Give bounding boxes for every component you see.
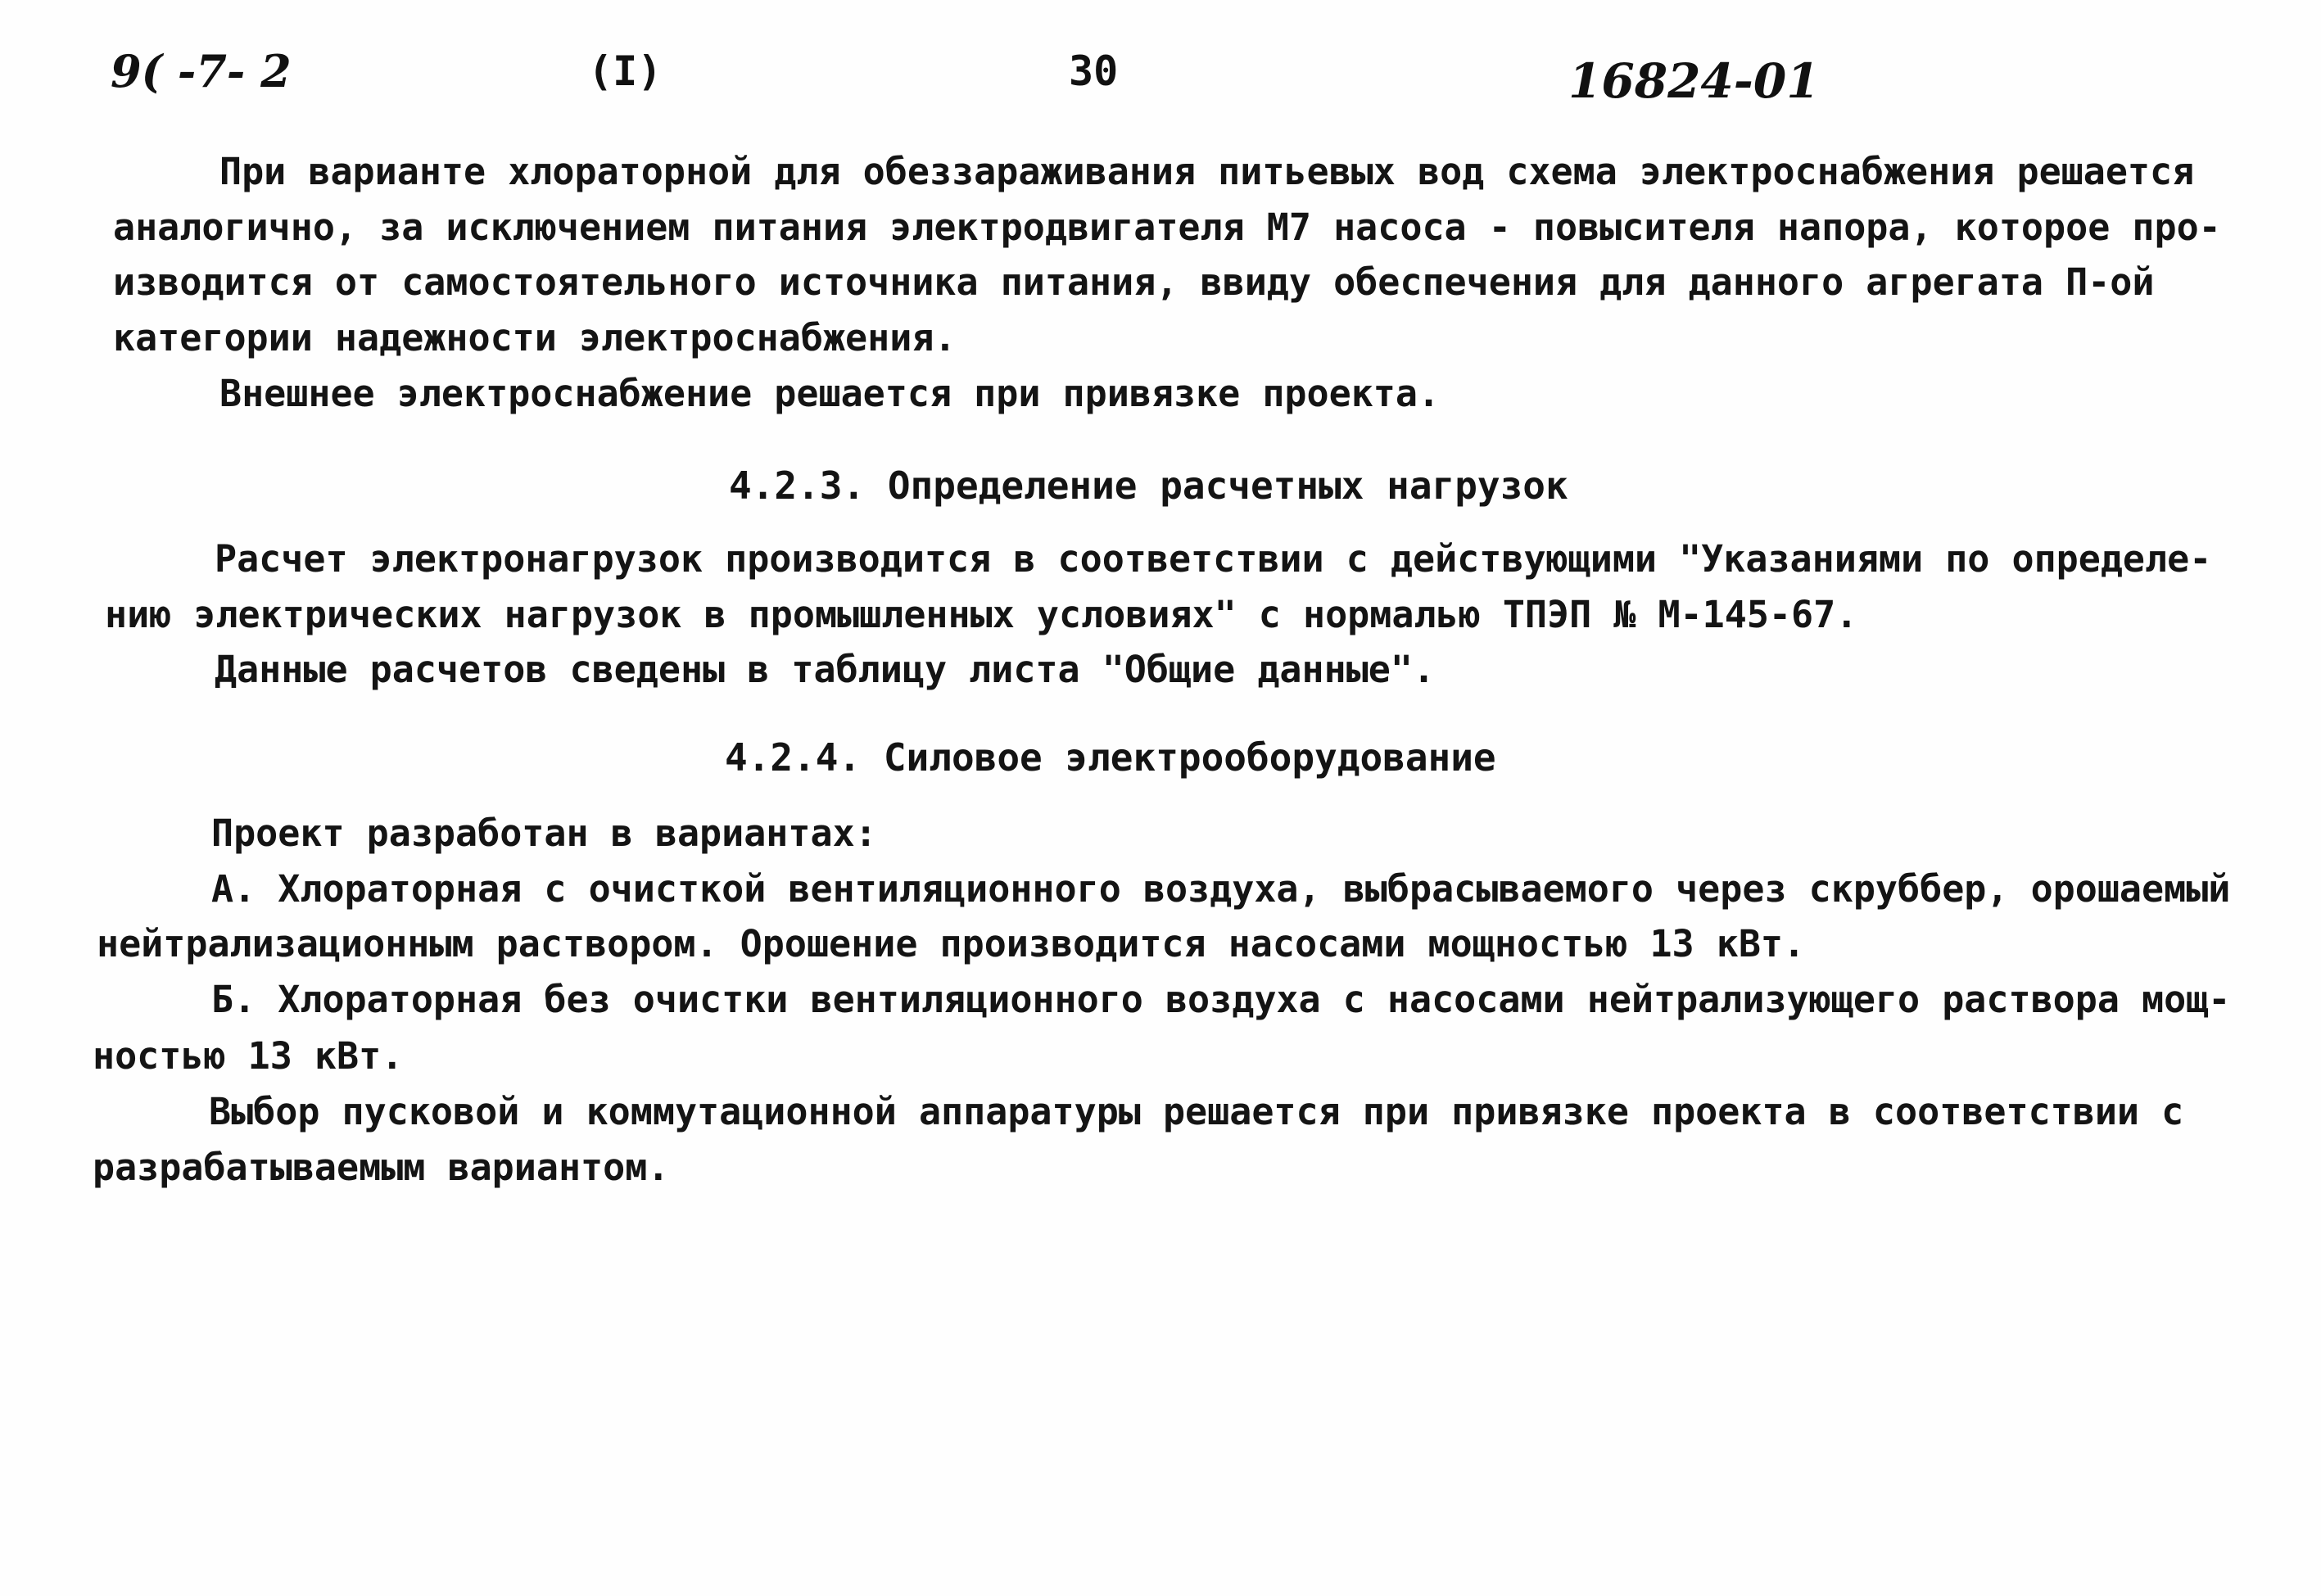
page-number: 30 xyxy=(1069,47,1119,95)
paragraph-line: категории надежности электроснабжения. xyxy=(113,316,957,359)
paragraph-line: Данные расчетов сведены в таблицу листа "Общие данные". xyxy=(215,648,1436,691)
doc-code: 9( -7- 2 xyxy=(111,45,292,97)
paragraph-line: нейтрализационным раствором. Орошение производится насосами мощностью 13 кВт. xyxy=(97,922,1806,965)
paragraph-line: аналогично, за исключением питания электродвигателя М7 насоса - повысителя напора, которое про- xyxy=(113,206,2221,249)
paragraph-line: Проект разработан в вариантах: xyxy=(211,812,877,855)
paragraph-line: А. Хлораторная с очисткой вентиляционного воздуха, выбрасываемого через скруббер, орошаемый xyxy=(211,867,2231,911)
paragraph-line: Б. Хлораторная без очистки вентиляционного воздуха с насосами нейтрализующего раствора мощ- xyxy=(211,978,2231,1021)
part-number: (I) xyxy=(588,47,663,95)
inventory-number: 16824-01 xyxy=(1568,53,1820,109)
paragraph-line: изводится от самостоятельного источника питания, ввиду обеспечения для данного агрегата П-ой xyxy=(113,260,2155,304)
paragraph-line: Внешнее электроснабжение решается при привязке проекта. xyxy=(219,372,1441,415)
section-heading-4-2-4: 4.2.4. Силовое электрооборудование xyxy=(725,735,1496,780)
paragraph-line: ностью 13 кВт. xyxy=(93,1034,404,1078)
paragraph-line: нию электрических нагрузок в промышленных условиях" с нормалью ТПЭП № М-145-67. xyxy=(105,593,1858,636)
paragraph-line: При варианте хлораторной для обеззараживания питьевых вод схема электроснабжения решается xyxy=(219,150,2195,193)
paragraph-line: разрабатываемым вариантом. xyxy=(93,1146,670,1189)
paragraph-line: Расчет электронагрузок производится в соответствии с действующими "Указаниями по определе- xyxy=(215,537,2212,581)
section-heading-4-2-3: 4.2.3. Определение расчетных нагрузок xyxy=(729,463,1568,508)
paragraph-line: Выбор пусковой и коммутационной аппаратуры решается при привязке проекта в соответствии с xyxy=(209,1090,2184,1133)
